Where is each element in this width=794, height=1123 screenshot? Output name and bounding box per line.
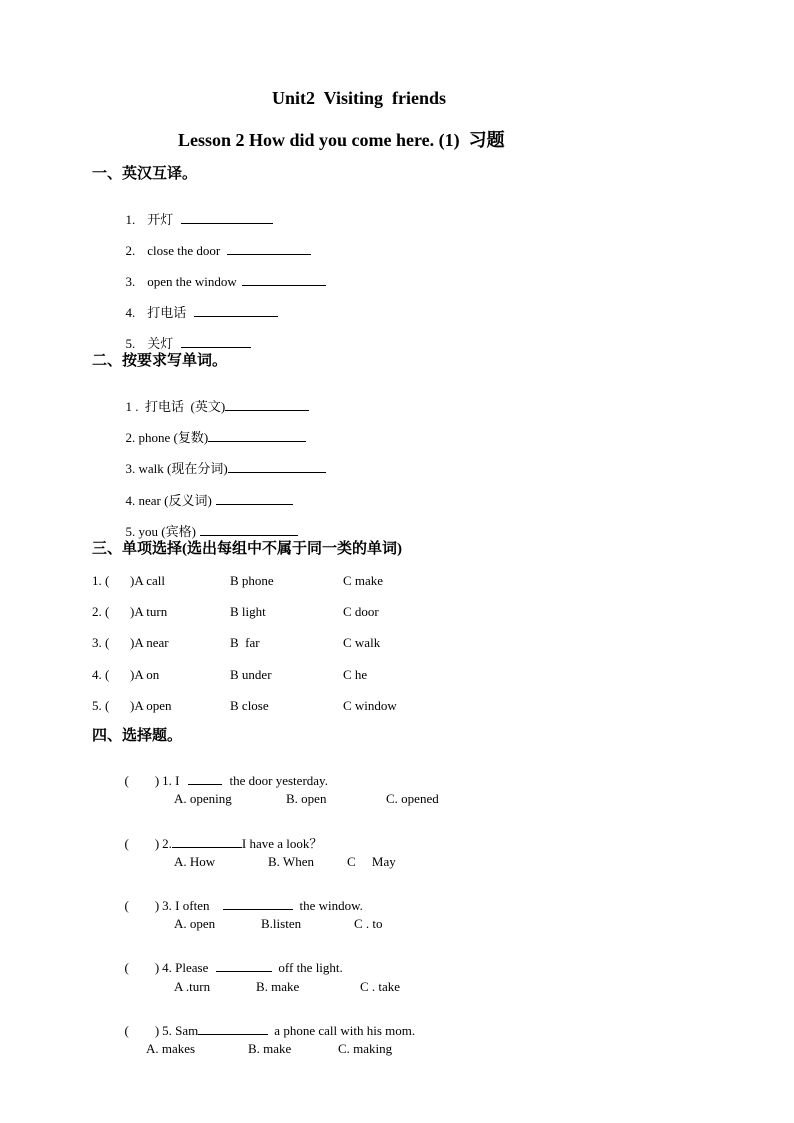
section4-heading: 四、选择题。 <box>92 728 183 744</box>
item-number: 1. <box>125 212 136 227</box>
item-text: 开灯 <box>147 212 174 227</box>
answer-blank[interactable] <box>208 440 306 442</box>
option-c[interactable]: C. opened <box>386 791 439 806</box>
answer-blank[interactable] <box>216 970 272 972</box>
option-a[interactable]: )A open <box>130 698 172 713</box>
option-c[interactable]: C door <box>343 604 379 619</box>
question-row <box>118 886 363 912</box>
choice-number[interactable]: 2. ( <box>92 604 110 619</box>
answer-blank[interactable] <box>227 253 311 255</box>
option-c[interactable]: C window <box>343 698 397 713</box>
answer-blank[interactable] <box>223 908 293 910</box>
list-item <box>119 418 306 444</box>
option-b[interactable]: B. When <box>268 854 314 869</box>
list-item <box>119 387 309 413</box>
list-item <box>119 262 326 288</box>
answer-blank[interactable] <box>181 346 251 348</box>
option-b[interactable]: B. make <box>256 979 300 994</box>
question-text: 3. I often <box>162 898 210 913</box>
question-row <box>118 948 343 974</box>
item-text: 打电话 <box>147 305 187 320</box>
answer-blank[interactable] <box>194 315 278 317</box>
item-text: close the door <box>147 243 221 258</box>
item-number: 5. <box>125 336 136 351</box>
answer-blank[interactable] <box>242 284 326 286</box>
option-b[interactable]: B. open <box>286 791 327 806</box>
answer-blank[interactable] <box>188 783 222 785</box>
option-c[interactable]: C walk <box>343 635 381 650</box>
option-b[interactable]: B close <box>230 698 269 713</box>
option-b[interactable]: B under <box>230 667 272 682</box>
question-row <box>118 824 322 850</box>
answer-paren[interactable]: ( ) <box>124 1023 160 1038</box>
answer-paren[interactable]: ( ) <box>124 898 160 913</box>
question-text: 5. Sam <box>162 1023 199 1038</box>
item-text: 1 . 打电话 (英文) <box>125 399 226 414</box>
choice-number[interactable]: 4. ( <box>92 667 110 682</box>
list-item <box>119 293 278 319</box>
choice-number[interactable]: 3. ( <box>92 635 110 650</box>
question-text-end: I have a look？ <box>241 836 323 851</box>
answer-blank[interactable] <box>198 1033 268 1035</box>
question-text: 2. <box>162 836 172 851</box>
option-c[interactable]: C . take <box>360 979 401 994</box>
section1-heading: 一、英汉互译。 <box>92 166 198 182</box>
question-text-end: the window. <box>299 898 363 913</box>
option-b[interactable]: B.listen <box>261 916 302 931</box>
list-item <box>119 231 311 257</box>
option-a[interactable]: A .turn <box>174 979 211 994</box>
option-a[interactable]: )A near <box>130 635 169 650</box>
item-text: 关灯 <box>147 336 174 351</box>
list-item <box>119 449 326 475</box>
item-number: 3. <box>125 274 136 289</box>
option-c[interactable]: C May <box>347 854 396 869</box>
option-a[interactable]: A. opening <box>174 791 232 806</box>
section2-heading: 二、按要求写单词。 <box>92 353 228 369</box>
choice-number[interactable]: 5. ( <box>92 698 110 713</box>
answer-blank[interactable] <box>225 409 309 411</box>
option-a[interactable]: A. open <box>174 916 216 931</box>
option-c[interactable]: C he <box>343 667 368 682</box>
section3-heading: 三、单项选择(选出每组中不属于同一类的单词) <box>92 541 402 557</box>
item-number: 2. <box>125 243 136 258</box>
option-b[interactable]: B far <box>230 635 260 650</box>
option-c[interactable]: C. making <box>338 1041 393 1056</box>
question-text: 1. I <box>162 773 180 788</box>
option-c[interactable]: C make <box>343 573 384 588</box>
question-text-end: a phone call with his mom. <box>274 1023 416 1038</box>
answer-blank[interactable] <box>200 534 298 536</box>
question-text-end: the door yesterday. <box>229 773 328 788</box>
answer-paren[interactable]: ( ) <box>124 773 160 788</box>
item-text: 4. near (反义词) <box>125 493 212 508</box>
item-number: 4. <box>125 305 136 320</box>
page-subtitle: Lesson 2 How did you come here. (1) 习题 <box>178 130 505 150</box>
option-a[interactable]: A. makes <box>146 1041 196 1056</box>
answer-blank[interactable] <box>172 846 242 848</box>
option-a[interactable]: )A on <box>130 667 160 682</box>
option-a[interactable]: )A turn <box>130 604 168 619</box>
page-title: Unit2 Visiting friends <box>272 88 447 108</box>
question-row <box>118 1011 415 1037</box>
choice-number[interactable]: 1. ( <box>92 573 110 588</box>
list-item <box>119 200 273 226</box>
answer-blank[interactable] <box>228 471 326 473</box>
option-a[interactable]: A. How <box>174 854 216 869</box>
answer-paren[interactable]: ( ) <box>124 836 160 851</box>
list-item <box>119 481 293 507</box>
list-item <box>119 512 298 538</box>
item-text: 5. you (宾格) <box>125 524 196 539</box>
option-b[interactable]: B. make <box>248 1041 292 1056</box>
question-text-end: off the light. <box>278 960 343 975</box>
item-text: 2. phone (复数) <box>125 430 209 445</box>
item-text: open the window <box>147 274 237 289</box>
answer-blank[interactable] <box>216 503 293 505</box>
answer-paren[interactable]: ( ) <box>124 960 160 975</box>
question-text: 4. Please <box>162 960 209 975</box>
item-text: 3. walk (现在分词) <box>125 461 228 476</box>
option-c[interactable]: C . to <box>354 916 383 931</box>
list-item <box>119 324 251 350</box>
option-a[interactable]: )A call <box>130 573 166 588</box>
question-row <box>118 761 328 787</box>
answer-blank[interactable] <box>181 222 273 224</box>
option-b[interactable]: B phone <box>230 573 274 588</box>
option-b[interactable]: B light <box>230 604 266 619</box>
